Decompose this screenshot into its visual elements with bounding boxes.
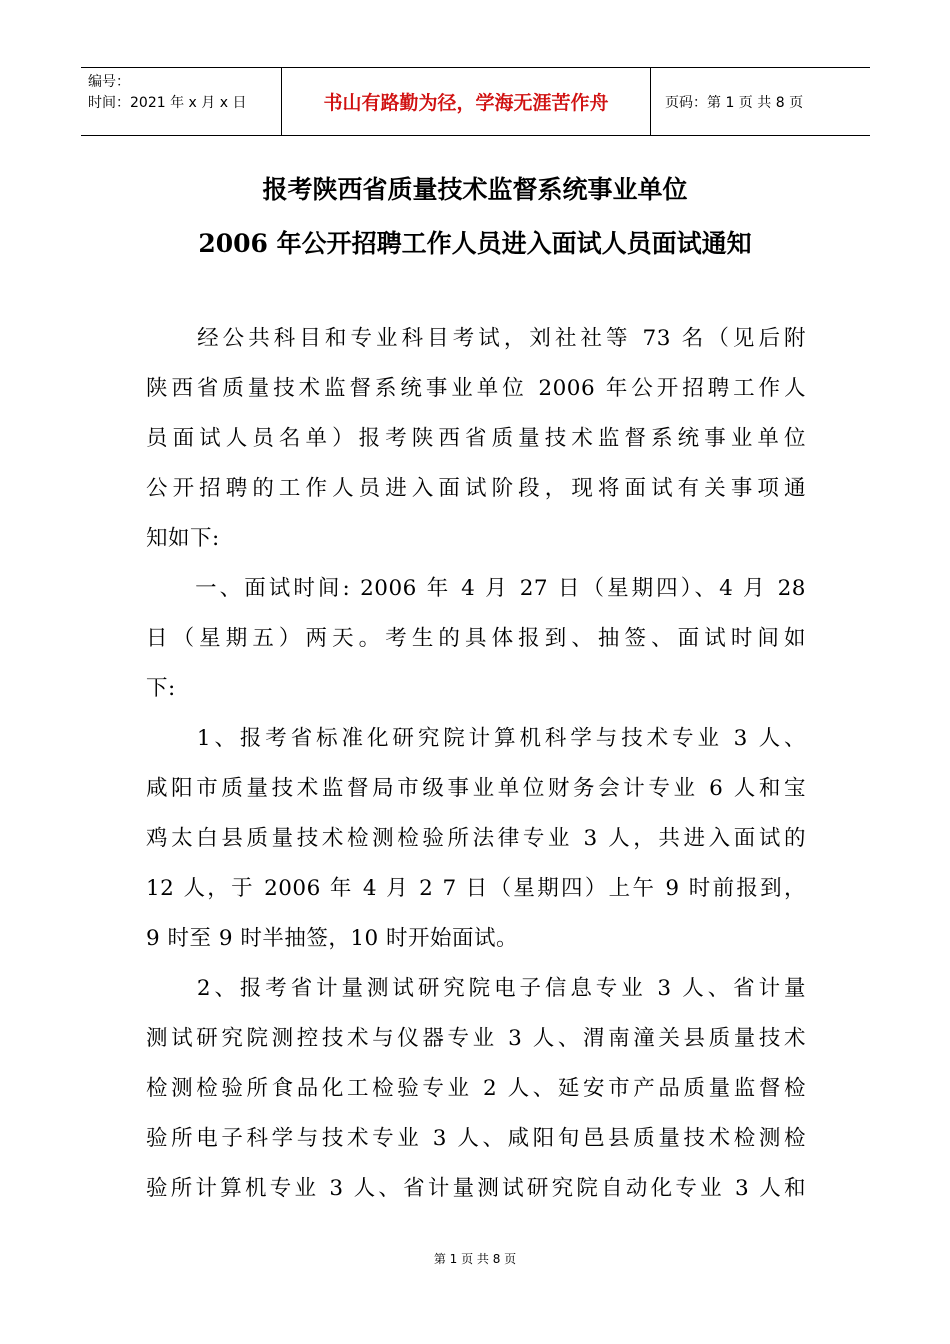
body-line: 12 人，于 2006 年 4 月 2 7 日（星期四）上午 9 时前报到， (146, 876, 806, 901)
body-line: 陕西省质量技术监督系统事业单位 2006 年公开招聘工作人 (146, 376, 806, 401)
title-line-1: 报考陕西省质量技术监督系统事业单位 (262, 175, 688, 204)
body-line: 验所电子科学与技术专业 3 人、咸阳旬邑县质量技术检测检 (146, 1126, 806, 1151)
body-line: 咸阳市质量技术监督局市级事业单位财务会计专业 6 人和宝 (146, 776, 806, 801)
body-line: 一、面试时间: 2006 年 4 月 27 日（星期四）、4 月 28 (146, 576, 806, 601)
document-number-label: 编号： (88, 74, 130, 90)
title-line-2: 2006 年公开招聘工作人员进入面试人员面试通知 (198, 229, 752, 258)
page-footer: 第 1 页 共 8 页 (433, 1252, 517, 1266)
body-line: 检测检验所食品化工检验专业 2 人、延安市产品质量监督检 (146, 1076, 806, 1101)
document-date-label: 时间：2021 年 x 月 x 日 (88, 95, 247, 111)
body-line: 测试研究院测控技术与仪器专业 3 人、渭南潼关县质量技术 (146, 1026, 806, 1051)
header-page-info: 页码：第 1 页 共 8 页 (665, 94, 804, 111)
body-line: 1、报考省标准化研究院计算机科学与技术专业 3 人、 (146, 726, 806, 751)
body-line: 日（星期五）两天。考生的具体报到、抽签、面试时间如 (146, 626, 806, 651)
header-table (81, 67, 870, 136)
body-line: 9 时至 9 时半抽签，10 时开始面试。 (146, 926, 519, 951)
header-meta-cell (81, 68, 282, 135)
header-motto: 书山有路勤为径，学海无涯苦作舟 (282, 68, 651, 135)
body-line: 下: (146, 676, 176, 701)
body-line: 鸡太白县质量技术检测检验所法律专业 3 人，共进入面试的 (146, 826, 806, 851)
body-line: 知如下: (146, 526, 220, 551)
body-line: 验所计算机专业 3 人、省计量测试研究院自动化专业 3 人和 (146, 1176, 806, 1201)
body-line: 公开招聘的工作人员进入面试阶段，现将面试有关事项通 (146, 476, 806, 501)
body-line: 员面试人员名单）报考陕西省质量技术监督系统事业单位 (146, 426, 806, 451)
body-line: 经公共科目和专业科目考试，刘社社等 73 名（见后附 (146, 326, 806, 351)
body-line: 2、报考省计量测试研究院电子信息专业 3 人、省计量 (146, 976, 806, 1001)
